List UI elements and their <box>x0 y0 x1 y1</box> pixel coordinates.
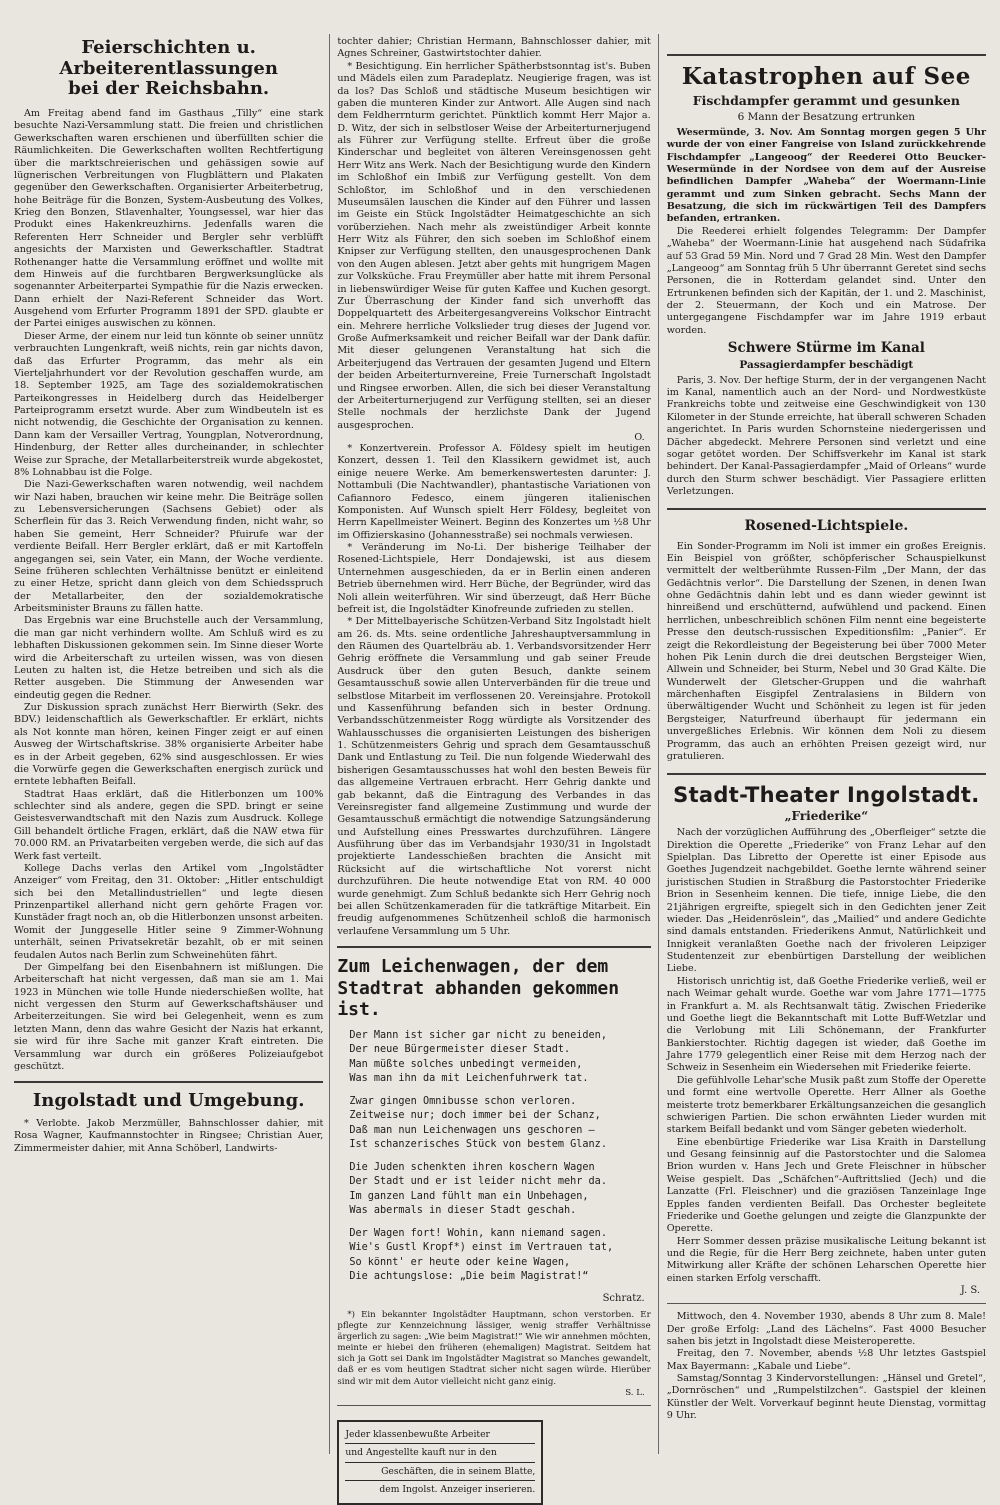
section-divider <box>337 1405 650 1406</box>
kicker-besatzung: 6 Mann der Besatzung ertrunken <box>737 110 916 123</box>
article-paragraph: * Besichtigung. Ein herrlicher Spätherbstsonntag ist's. Buben und Mädels eilen zum Paradeplatz. Neugierige fragen, was ist da los? Das Schloß und städtische Museum besichtigen wir gaben die munteren Kinder zur Antwort. Alle Augen sind nach dem Feldherrnturm gerichtet. Pünktlich kommt Herr Major a. D. Witz, der sich in selbstloser Weise der Arbeiterturnerjugend als Führer zur Verfügung stellte. Erfreut über die große Kinderschar und begleitet von älteren Vereinsgenossen geht Herr Witz ans Werk. Nach der Besichtigung wurde den Kindern im Schloßhof ein Imbiß zur Verfügung gestellt. Von dem Schloßtor, im Schloßhof und in den verschiedenen Museumsälen lauschen die Kinder auf den Führer und lassen im Geiste ein Stück Ingolstädter Heimatgeschichte an sich vorüberziehen. Nach mehr als zweistündiger Arbeit konnte Herr Witz als Führer, den sich soeben im Schloßhof einem Knipser zur Verfügung stellten, den unausgesprochenen Dank von den Augen ablesen. Jetzt aber gehts mit hungrigem Magen zur Volksküche. Frau Freymüller aber hatte mit ihrem Personal in liebenswürdiger Weise für guten Kaffee und Kuchen gesorgt. Zur Überraschung der Kinder fand sich unverhofft das Doppelquartett des Arbeitergesangvereins Volkschor Eintracht ein. Mehrere herrliche Volkslieder trug dieses der Jugend vor. Große Aufmerksamkeit und reicher Beifall war der Dank dafür. Mit dieser gelungenen Veranstaltung hat sich die Arbeiterjugend das Vertrauen der gesamten Jugend und Eltern der beiden Arbeiterturnvereine, Freie Turnerschaft Ingolstadt und Ringsee erworben. Allen, die sich bei dieser Veranstaltung der Arbeiterturnerjugend zur Verfügung stellten, sei an dieser Stelle nochmals der herzlichste Dank der Jugend ausgesprochen. <box>337 60 651 431</box>
subheadline-friederike: „Friederike“ <box>784 809 869 824</box>
advert-line: Geschäften, die in seinem Blatte, <box>345 1463 535 1481</box>
poem-line: Was abermals in dieser Stadt geschah. <box>349 1205 577 1217</box>
advert-line: und Angestellte kauft nur in den <box>345 1444 535 1462</box>
poem-line: Was man ihn da mit Leichenfuhrwerk tat. <box>349 1073 589 1085</box>
headline-stadttheater: Stadt-Theater Ingolstadt. <box>673 783 980 808</box>
subheadline-fischdampfer: Fischdampfer gerammt und gesunken <box>692 93 960 109</box>
article-paragraph: * Konzertverein. Professor A. Földesy spielt im heutigen Konzert, dessen 1. Teil den Klassikern gewidmet ist, auch einige neuere Werke. Am bemerkenswertesten darunter: J. Nottambuli (Die Nachtwandler), phantastische Variationen von Cafiannoro Fedesco, einem jüngeren italienischen Komponisten. Auf Wunsch spielt Herr Földesy, begleitet von Herrn Kapellmeister Weinert. Beginn des Konzertes um ½8 Uhr im Offizierskasino (Johannesstraße) sei nochmals verwiesen. <box>337 443 651 541</box>
headline-line-1: Feierschichten u. Arbeiterentlassungen <box>59 37 278 79</box>
section-divider <box>667 773 986 775</box>
article-paragraph: Der Gimpelfang bei den Eisenbahnern ist mißlungen. Die Arbeiterschaft hat nicht vergessen, daß man sie am 1. Mai 1923 in München wie tolle Hunde niederschießen wollte, hat nicht vergessen den Sturm auf Gewerkschaftshäuser und Arbeiterzeitungen. Sie wird bei Gelegenheit, wenn es zum letzten Mann, denn das wahre Gesicht der Nazis hat erkannt, sie wird für ihre Sache mit ganzer Kraft eintreten. Die Versammlung war durch ein größeres Polizeiaufgebot geschützt. <box>14 961 324 1072</box>
poem-line: Der Wagen fort! Wohin, kann niemand sagen. <box>349 1227 607 1239</box>
poem-line: Die Juden schenkten ihren koschern Wagen <box>349 1161 595 1173</box>
article-paragraph: tochter dahier; Christian Hermann, Bahnschlosser dahier, mit Agnes Schreiner, Gastwirtstochter dahier. <box>337 36 651 60</box>
poem-line: Der Mann ist sicher gar nicht zu beneiden, <box>349 1029 607 1041</box>
poem-line: Der Stadt und er ist leider nicht mehr da. <box>349 1176 607 1188</box>
article-paragraph: Die Nazi-Gewerkschaften waren notwendig, weil nachdem wir Nazi haben, brauchen wir keine mehr. Die Beiträge sollen zu Lebensversicherungen (Sachsens Gebiet) oder als Scherflein für das 3. Reich Verwendung finden, nicht wahr, so haben Sie gemeint, Herr Schneider? Pfuirufe war der verdiente Beifall. Herr Bergler erklärt, daß er mit Kartoffeln angegangen sei, sein Vater, ein Mann, der Woche verdiente. Seine früheren schlechten Verhältnisse benützt er einleitend zu einer Hetze, spricht dann gleich von dem Schiedsspruch der Metallarbeiter, den der sozialdemokratische Arbeitsminister Brauns zu fällen hatte. <box>14 479 324 615</box>
headline-reichsbahn <box>14 38 323 100</box>
headline-rosened: Rosened-Lichtspiele. <box>744 518 909 535</box>
poem-line: Im ganzen Land fühlt man ein Unbehagen, <box>349 1190 589 1202</box>
poem-line: Der neue Bürgermeister dieser Stadt. <box>349 1044 571 1056</box>
poem-stanza <box>349 1227 650 1285</box>
article-paragraph: * Veränderung im No-Li. Der bisherige Teilhaber der Rosened-Lichtspiele, Herr Dondajewski, ist aus diesem Unternehmen ausgeschieden, da er in Berlin einen anderen Betrieb übernehmen wird. Herr Büche, der Begründer, wird das Noli allein weiterführen. Wir sind überzeugt, daß Herr Büche befreit ist, die Ingolstädter Kinofreunde zufrieden zu stellen. <box>337 542 651 615</box>
poem-stanza <box>349 1161 650 1219</box>
poem-line: Daß man nun Leichenwagen uns geschoren — <box>349 1124 595 1136</box>
article-paragraph: Nach der vorzüglichen Aufführung des „Oberfleiger“ setzte die Direktion die Operette „Friederike“ von Franz Lehar auf den Spielplan. Das Libretto der Operette ist einer Episode aus Goethes Jugendzeit nachgebildet. Goethe lernte während seiner juristischen Studien in Straßburg die Pastorstochter Friederike Brion in Sesenheim kennen. Die tiefe, innige Liebe, die den 21jährigen ergreifte, spiegelt sich in den Gedichten jener Zeit wieder. Das „Heidenröslein“, das „Mailied“ und andere Gedichte sind damals entstanden. Friederikens Anmut, Natürlichkeit und Innigkeit veranlaßten Goethe nach der frivoleren Leipziger Studentenzeit zur ebenbürtigen Darstellung der weiblichen Liebe. <box>666 827 987 975</box>
program-notice: Freitag, den 7. November, abends ½8 Uhr letztes Gastspiel Max Bayermann: „Kabale und Liebe“. <box>666 1348 987 1372</box>
poem-stanza <box>349 1095 650 1153</box>
article-paragraph: Dieser Arme, der einem nur leid tun könnte ob seiner unnütz verbrauchten Lungenkraft, weiß nichts, rein gar nichts davon, daß das Erfurter Programm, das mehr als ein Vierteljahrhundert vor der Revolution geschaffen wurde, am 18. September 1925, am Tage des sozialdemokratischen Parteikongresses in Heidelberg durch das Heidelberger Parteiprogramm ersetzt wurde. Aber zum Windbeuteln ist es nicht notwendig, die Geschichte der Organisation zu kennen. Dann kam der Versailler Vertrag, Youngplan, Notverordnung, Hindenburg, der Retter alles durcheinander, in schlechter Weise zur Sprache, der Metallarbeiterstreik wurde abgekostet, 8% Lohnabbau ist die Folge. <box>14 330 324 478</box>
poem-line: So könnt' er heute oder keine Wagen, <box>349 1256 571 1268</box>
review-signature: J. S. <box>960 1285 981 1297</box>
poem-line: Ist schanzerisches Stück von bestem Glanz. <box>349 1139 607 1151</box>
article-paragraph: Paris, 3. Nov. Der heftige Sturm, der in der vergangenen Nacht im Kanal, namentlich auch an der Nord- und Nordwestküste Frankreichs tobte und zeitweise eine Geschwindigkeit von 130 Kilometer in der Stunde erreichte, hat überall schweren Schaden angerichtet. In Paris wurden Schornsteine niedergerissen und Dächer abgedeckt. Mehrere Personen sind verletzt und eine sogar getötet worden. Der Schiffsverkehr im Kanal ist stark behindert. Der Kanal-Passagierdampfer „Maid of Orleans“ wurde durch den Sturm schwer beschädigt. Vier Passagiere erlitten Verletzungen. <box>666 374 987 498</box>
engagement-notice: * Verlobte. Jakob Merzmüller, Bahnschlosser dahier, mit Rosa Wagner, Kaufmannstochter in Ringsee; Christian Auer, Zimmermeister dahier, mit Anna Schöberl, Landwirts- <box>14 1118 324 1154</box>
section-divider <box>667 508 986 510</box>
footnote-signature: S. L. <box>625 1387 645 1398</box>
article-paragraph: Zur Diskussion sprach zunächst Herr Bierwirth (Sekr. des BDV.) leidenschaftlich als Gewerkschaftler. Er erklärt, nichts als Not konnte man hören, keinen Finger zeigt er auf einen Ausweg der Wirtschaftskrise. 38% organisierte Arbeiter habe es in der Arbeit gegeben, 62% sind ausgeschlossen. Er wies die Vorwürfe gegen die Gewerkschaften energisch zurück und erntete lebhaften Beifall. <box>14 702 324 788</box>
poem-body <box>349 1029 650 1285</box>
advert-line: Jeder klassenbewußte Arbeiter <box>345 1426 535 1444</box>
poem-line: Wie's Gustl Kropf*) einst im Vertrauen tat, <box>349 1242 614 1254</box>
article-paragraph: Die gefühlvolle Lehar'sche Musik paßt zum Stoffe der Operette und formt eine wertvolle Operette. Herr Allner als Goethe meisterte trotz bemerkbarer Erkältungsanzeichen die gesanglich schwierigen Partien. Die schon erwähnten Lieder wurden mit starkem Beifall bedankt und vom Sänger gebeten wiederholt. <box>666 1074 987 1136</box>
column-1 <box>14 24 329 1454</box>
section-divider <box>667 1303 986 1304</box>
column-layout <box>14 24 987 1496</box>
poem-title: Zum Leichenwagen, der dem Stadtrat abhanden gekommen ist. <box>337 956 620 1021</box>
article-paragraph: Herr Sommer dessen präzise musikalische Leitung bekannt ist und die Regie, für die Herr Berg zeichnete, haben unter guten Mitwirkung aller Kräfte der schönen Leharschen Operette hier einen starken Erfolg verschafft. <box>666 1235 987 1284</box>
headline-katastrophen: Katastrophen auf See <box>681 63 971 90</box>
article-paragraph: Kollege Dachs verlas den Artikel vom „Ingolstädter Anzeiger“ vom Freitag, den 31. Oktober: „Hitler entschuldigt sich bei den Metallindustriellen“ und legte diesen Prinzenpartikel allerhand nicht gern gehörte Fragen vor. Kunstäder fragt noch an, ob die Hitlerbonzen unsonst arbeiten. Womit der Junggeselle Hitler seine 9 Zimmer-Wohnung unterhält, seinen Privatsekretär bezahlt, ob er mit seinen feudalen Autos nach Berlin zum Schweinehüten fährt. <box>14 862 324 961</box>
section-heading-ingolstadt: Ingolstadt und Umgebung. <box>32 1090 305 1112</box>
poem-line: Zeitweise nur; doch immer bei der Schanz, <box>349 1110 601 1122</box>
article-paragraph: Ein Sonder-Programm im Noli ist immer ein großes Ereignis. Ein Beispiel von größter, schöpferischer Schauspielkunst vermittelt der weltberühmte Russen-Film „Der Mann, der das Gedächtnis verlor“. Die Darstellung der Szenen, in denen Iwan ohne Gedächtnis dahin lebt und es dann wieder gewinnt ist hinreißend und erschütternd, aufwühlend und packend. Einen herrlichen, unbeschreiblich schönen Film nennt eine begeisterte Presse den deutsch-russischen Expeditionsfilm: „Panier“. Er zeigt die Rekordleistung der Begeisterung bei über 7000 Meter hohen Pik Lenin durch die drei deutschen Bergsteiger Wien, Allwein und Schneider, bei Sturm, Nebel und 30 Grad Kälte. Die Wunderwelt der Gletscher-Gruppen und die wahrhaft märchenhaften Eisgipfel Zentralasiens in Bildern von überwältigender Wucht und Schönheit zu legen ist für jeden Bergsteiger, Naturfreund überhaupt für jedermann ein unvergeßliches Erlebnis. Wir können dem Noli zu diesem Programm, das auch an erhöhten Preisen gezeigt wird, nur gratulieren. <box>666 540 987 762</box>
advert-box <box>337 1420 543 1505</box>
article-paragraph: Am Freitag abend fand im Gasthaus „Tilly“ eine stark besuchte Nazi-Versammlung statt. Die freien und christlichen Gewerkschaften waren erschienen und überfüllten schier die Räumlichkeiten. Die Gewerkschaften wollten Rechtfertigung über die marktschreierischen und gehässigen sowie auf lügnerischen Verbreitungen von Flugblättern und Plakaten gegenüber den Gewerkschaften. Organisierter Arbeiterbetrug, hohe Beiträge für die Bonzen, System-Ausbeutung des Volkes, Krieg den Bonzen, Stlavenhalter, Youngsessel, war hier das Produkt eines Hakenkreuzhirns. Jedenfalls waren die Referenten Herr Schneider und Bergler sehr verblüfft angesichts der Marxisten und Gewerkschaftler. Stadtrat Rothenanger hatte die Versammlung eröffnet und wollte mit dem Hinweis auf die furchtbaren Bergwerksunglücke als sogenannter Arbeiterpartei Sympathie für die Nazis erwecken. Dann erhielt der Nazi-Referent Schneider das Wort. Ausgehend vom Erfurter Programm 1891 der SPD. glaubte er der Partei einiges auswischen zu können. <box>14 108 324 330</box>
program-notice: Samstag/Sonntag 3 Kindervorstellungen: „Hänsel und Gretel“, „Dornröschen“ und „Rumpelstilzchen“. Gastspiel der kleinen Künstler der Welt. Vorverkauf beginnt heute Dienstag, vormittag 9 Uhr. <box>666 1373 987 1422</box>
poem-line: Zwar gingen Omnibusse schon verloren. <box>349 1095 577 1107</box>
section-divider <box>337 946 650 948</box>
column-3 <box>659 24 986 1454</box>
article-paragraph: * Der Mittelbayerische Schützen-Verband Sitz Ingolstadt hielt am 26. ds. Mts. seine ordentliche Jahreshauptversammlung in den Räumen des Quartelbräu ab. 1. Verbandsvorsitzender Herr Gehrig eröffnete die Versammlung und gab seiner Freude Ausdruck über den guten Besuch, dankte seinem Gesamtausschuß sowie allen Unterverbänden für die treue und selbstlose Mitarbeit im verflossenen 20. Vereinsjahre. Protokoll und Kassenführung befanden sich in bester Ordnung. Verbandsschützenmeister Rogg würdigte als Vorsitzender des Wahlausschusses die organisierten Leistungen des bisherigen 1. Schützenmeisters Gehrig und sprach dem Gesamtausschuß Dank und Entlastung zu Teil. Die nun folgende Wiederwahl des bisherigen Gesamtausschusses hat wohl den besten Beweis für das allgemeine Vertrauen erbracht. Herr Gehrig dankte und gab bekannt, daß die Eintragung des Verbandes in das Vereinsregister fand allgemeine Zustimmung und wurde der Gesamtausschuß ermächtigt die notwendige Satzungsänderung und Aufstellung eines Presswartes durchzuführen. Längere Ausführung über das im Verbandsjahr 1930/31 in Ingolstadt projektierte Landesschießen brachten die Ansicht mit Rücksicht auf die wirtschaftliche Not vorerst nicht durchzuführen. Die heute notwendige Etat von RM. 40 000 wurde genehmigt. Zum Schluß bedankte sich Herr Gehrig noch bei allen Schützenkameraden für die tatkräftige Mitarbeit. Ein freudig aufgenommenes Schützenheil schloß die harmonisch verlaufene Versammlung um 5 Uhr. <box>337 616 651 937</box>
article-paragraph: Die Reederei erhielt folgendes Telegramm: Der Dampfer „Waheba“ der Woermann-Linie hat ausgehend nach Südafrika auf 53 Grad 59 Min. Nord und 7 Grad 28 Min. West den Dampfer „Langeoog“ am Sonntag früh 5 Uhr überrannt Geretet sind sechs Personen, die in Rotterdam gelandet sind. Unter den Ertrunkenen befinden sich der Kapitän, der 1. und 2. Maschinist, der 2. Steuermann, der Koch und ein Matrose. Der untergegangene Fischdampfer war im Jahre 1919 erbaut worden. <box>666 225 987 336</box>
article-paragraph: Das Ergebnis war eine Bruchstelle auch der Versammlung, die man gar nicht verhindern wollte. Am Schluß wird es zu lebhaften Diskussionen gekommen sein. Im Sinne dieser Worte wird die Arbeiterschaft zu urteilen wissen, was von diesen Leuten zu halten ist, die Hetze betreiben und sich als die Retter ausgeben. Die Stimmung der Anwesenden war eindeutig gegen die Redner. <box>14 615 324 701</box>
article-paragraph: Wesermünde, 3. Nov. Am Sonntag morgen gegen 5 Uhr wurde der von einer Fangreise von Island zurückkehrende Fischdampfer „Langeoog“ der Reederei Otto Beucker-Wesermünde in der Nordsee von dem auf der Ausreise befindlichen Dampfer „Waheba“ der Woermann-Linie gerammt und zum Sinken gebracht. Sechs Mann der Besatzung, die sich im rückwärtigen Teil des Dampfers befanden, ertranken. <box>666 126 987 225</box>
program-notice: Mittwoch, den 4. November 1930, abends 8 Uhr zum 8. Male! Der große Erfolg: „Land des Lächelns“. Fast 4000 Besucher sahen bis jetzt in Ingolstadt diese Meisteroperette. <box>666 1311 987 1347</box>
headline-stuerme: Schwere Stürme im Kanal <box>727 340 925 357</box>
poem-line: Man müßte solches unbedingt vermeiden, <box>349 1058 583 1070</box>
advert-line: dem Ingolst. Anzeiger inserieren. <box>379 1484 536 1496</box>
section-divider <box>667 54 986 56</box>
section-divider <box>14 1081 323 1083</box>
headline-line-2: bei der Reichsbahn. <box>68 78 270 100</box>
article-paragraph: Stadtrat Haas erklärt, daß die Hitlerbonzen um 100% schlechter sind als andere, gegen die SPD. bringt er seine Geistesverwandtschaft mit den Nazis zum Ausdruck. Kollege Gill behandelt örtliche Fragen, erklärt, daß die NAW etwa für 70.000 RM. an Privatarbeiten vergeben werde, die sich auf das Werk fast verteilt. <box>14 788 324 862</box>
kicker-passagierdampfer: Passagierdampfer beschädigt <box>739 358 914 371</box>
column-2: tochter dahier; Christian Hermann, Bahnschlosser dahier, mit Agnes Schreiner, Gastwirtstochter dahier. * Besichtigung. Ein herrlicher Spätherbstsonntag ist's. Buben und Mädels eilen zum Paradeplatz. Neugierige fragen, was ist da los? Das Schloß und städtische Museum besichtigen wir gaben die munteren Kinder zur Antwort. Alle Augen sind nach dem Feldherrnturm gerichtet. Pünktlich kommt Herr Major a. D. Witz, der sich in selbstloser Weise der Arbeiterturnerjugend als Führer zur Verfügung stellte. Erfreut über die große Kinderschar und begleitet von älteren Vereinsgenossen geht Herr Witz ans Werk. Nach der Besichtigung wurde den Kindern im Schloßhof ein Imbiß zur Verfügung gestellt. Von dem Schloßtor, im Schloßhof und in den verschiedenen Museumsälen lauschen die Kinder auf den Führer und lassen im Geiste ein Stück Ingolstädter Heimatgeschichte an sich vorüberziehen. Nach mehr als zweistündiger Arbeit konnte Herr Witz als Führer, den sich soeben im Schloßhof einem Knipser zur Verfügung stellten, den unausgesprochenen Dank von den Augen ablesen. Jetzt aber gehts mit hungrigem Magen zur Volksküche. Frau Freymüller aber hatte mit ihrem Personal in liebenswürdiger Weise für guten Kaffee und Kuchen gesorgt. Zur Überraschung der Kinder fand sich unverhofft das Doppelquartett des Arbeitergesangvereins Volkschor Eintracht ein. Mehrere herrliche Volkslieder trug dieses der Jugend vor. Große Aufmerksamkeit und reicher Beifall war der Dank dafür. Mit dieser gelungenen Veranstaltung hat sich die Arbeiterjugend das Vertrauen der gesamten Jugend und Eltern der beiden Arbeiterturnvereine, Freie Turnerschaft Ingolstadt und Ringsee erworben. Allen, die sich bei dieser Veranstaltung der Arbeiterturnerjugend zur Verfügung stellten, sei an dieser Stelle nochmals der herzlichste Dank der Jugend ausgesprochen. O. * Konzertverein. Professor A. Földesy spielt im heutigen Konzert, dessen 1. Teil den Klassikern gewidmet ist, auch einige neuere Werke. Am bemerkenswertesten darunter: J. Nottambuli (Die Nachtwandler), phantastische Variationen von Cafiannoro Fedesco, einem jüngeren italienischen Komponisten. Auf Wunsch spielt Herr Földesy, begleitet von Herrn Kapellmeister Weinert. Beginn des Konzertes um ½8 Uhr im Offizierskasino (Johannesstraße) sei nochmals verwiesen. * Veränderung im No-Li. Der bisherige Teilhaber der Rosened-Lichtspiele, Herr Dondajewski, ist aus diesem Unternehmen ausgeschieden, da er in Berlin einen anderen Betrieb übernehmen wird. Herr Büche, der Begründer, wird das Noli allein weiterführen. Wir sind überzeugt, daß Herr Büche befreit ist, die Ingolstädter Kinofreunde zufrieden zu stellen. * Der Mittelbayerische Schützen-Verband Sitz Ingolstadt hielt am 26. ds. Mts. seine ordentliche Jahreshauptversammlung in den Räumen des Quartelbräu ab. 1. Verbandsvorsitzender Herr Gehrig eröffnete die Versammlung und gab seiner Freude Ausdruck über den guten Besuch, dankte seinem Gesamtausschuß sowie allen Unterverbänden für die treue und selbstlose Mitarbeit im verflossenen 20. Vereinsjahre. Protokoll und Kassenführung befanden sich in bester Ordnung. Verbandsschützenmeister Rogg würdigte als Vorsitzender des Wahlausschusses die organisierten Leistungen des bisherigen 1. Schützenmeisters Gehrig und sprach dem Gesamtausschuß Dank und Entlastung zu Teil. Die nun folgende Wiederwahl des bisherigen Gesamtausschusses hat wohl den besten Beweis für das allgemeine Vertrauen erbracht. Herr Gehrig dankte und gab bekannt, daß die Eintragung des Verbandes in das Vereinsregister fand allgemeine Zustimmung und wurde der Gesamtausschuß ermächtigt die notwendige Satzungsänderung und Aufstellung eines Presswartes durchzuführen. Längere Ausführung über das im Verbandsjahr 1930/31 in Ingolstadt projektierte Landesschießen brachten die Ansicht mit Rücksicht auf die wirtschaftliche Not vorerst nicht durchzuführen. Die heute notwendige Etat von RM. 40 000 wurde genehmigt. Zum Schluß bedankte sich Herr Gehrig noch bei allen Schützenkameraden für die tatkräftige Mitarbeit. Ein freudig aufgenommenes Schützenheil schloß die harmonisch verlaufene Versammlung um 5 Uhr. Zum Leichenwagen, der dem Stadtrat abhanden gekommen ist. Der Mann ist sicher gar nicht zu beneiden, Der neue Bürgermeister dieser Stadt. Man müßte solches unbedingt vermeiden, Was man ihn da mit Leichenfuhrwerk tat. Zwar gingen Omnibusse schon verloren. Zeitweise nur; doch immer bei der Schanz, Daß man nun Leichenwagen uns geschoren — Ist schanzerisches Stück von bestem Glanz. Die Juden schenkten ihren koschern Wagen Der Stadt und er ist leider nicht mehr da. Im ganzen Land fühlt man ein Unbehagen, Was abermals in dieser Stadt geschah. Der Wagen fort! Wohin, kann niemand sagen. Wie's Gustl Kropf*) einst im Vertrauen tat, So könnt' er heute oder keine Wagen, Die achtungslose: „Die beim Magistrat!“ Schratz. *) Ein bekannter Ingolstädter Hauptmann, schon verstorben. Er pflegte zur Kennzeichnung lässiger, wenig straffer Verhältnisse ärgerlich zu sagen: „Wie beim Magistrat!“ Wie wir annehmen möchten, meinte er hiebei den früheren (ehemaligen) Magistrat. Seitdem hat sich ja Gott sei Dank im Ingolstädter Magistrat so Manches gewandelt, daß er es vom heutigen Stadtrat sicher nicht sagen würde. Hierüber sind wir mit dem Autor vielleicht nicht ganz einig. S. L. Jeder klassenbewußte Arbeiter und Angestellte kauft nur in den Geschäften, die in seinem Blatte, dem Ingolst. Anzeiger inserieren. <box>330 24 657 1454</box>
article-paragraph: Historisch unrichtig ist, daß Goethe Friederike verließ, weil er nach Weimar gehalt wurde. Goethe war vom Jahre 1771—1775 in Frankfurt a. M. als Rechtsanwalt tätig. Zwischen Friederike und Goethe liegt die Bekanntschaft mit Lotte Buff-Wetzlar und die Verlobung mit Lili Schönemann, der Frankfurter Bankierstochter. Richtig dagegen ist wieder, daß Goethe im Jahre 1779 gelegentlich einer Reise mit dem Herzog nach der Schweiz in Sesenheim ein Wiedersehen mit Friederike feierte. <box>666 975 987 1074</box>
article-paragraph: Eine ebenbürtige Friederike war Lisa Kraith in Darstellung und Gesang feinsinnig auf die Pastorstochter und die Salomea Brion wurden v. Hans Jech und Grete Fleischner in hübscher Weise gespielt. Das „Schäfchen“-Auftrittslied (Jech) und die Lanzatte (Frl. Fleischner) und die graziösen Tanzeinlage Inge Epples fanden verdienten Beifall. Das Orchester begleitete Friederike und Goethe gelungen und zeigte die Glanzpunkte der Operette. <box>666 1136 987 1235</box>
poem-signature: Schratz. <box>602 1292 645 1304</box>
poem-line: Die achtungslose: „Die beim Magistrat!“ <box>349 1271 589 1283</box>
footnote: *) Ein bekannter Ingolstädter Hauptmann, schon verstorben. Er pflegte zur Kennzeichnung lässiger, wenig straffer Verhältnisse ärgerlich zu sagen: „Wie beim Magistrat!“ Wie wir annehmen möchten, meinte er hiebei den früheren (ehemaligen) Magistrat. Seitdem hat sich ja Gott sei Dank im Ingolstädter Magistrat so Manches gewandelt, daß er es vom heutigen Stadtrat sicher nicht sagen würde. Hierüber sind wir mit dem Autor vielleicht nicht ganz einig. <box>337 1309 651 1387</box>
poem-stanza <box>349 1029 650 1087</box>
